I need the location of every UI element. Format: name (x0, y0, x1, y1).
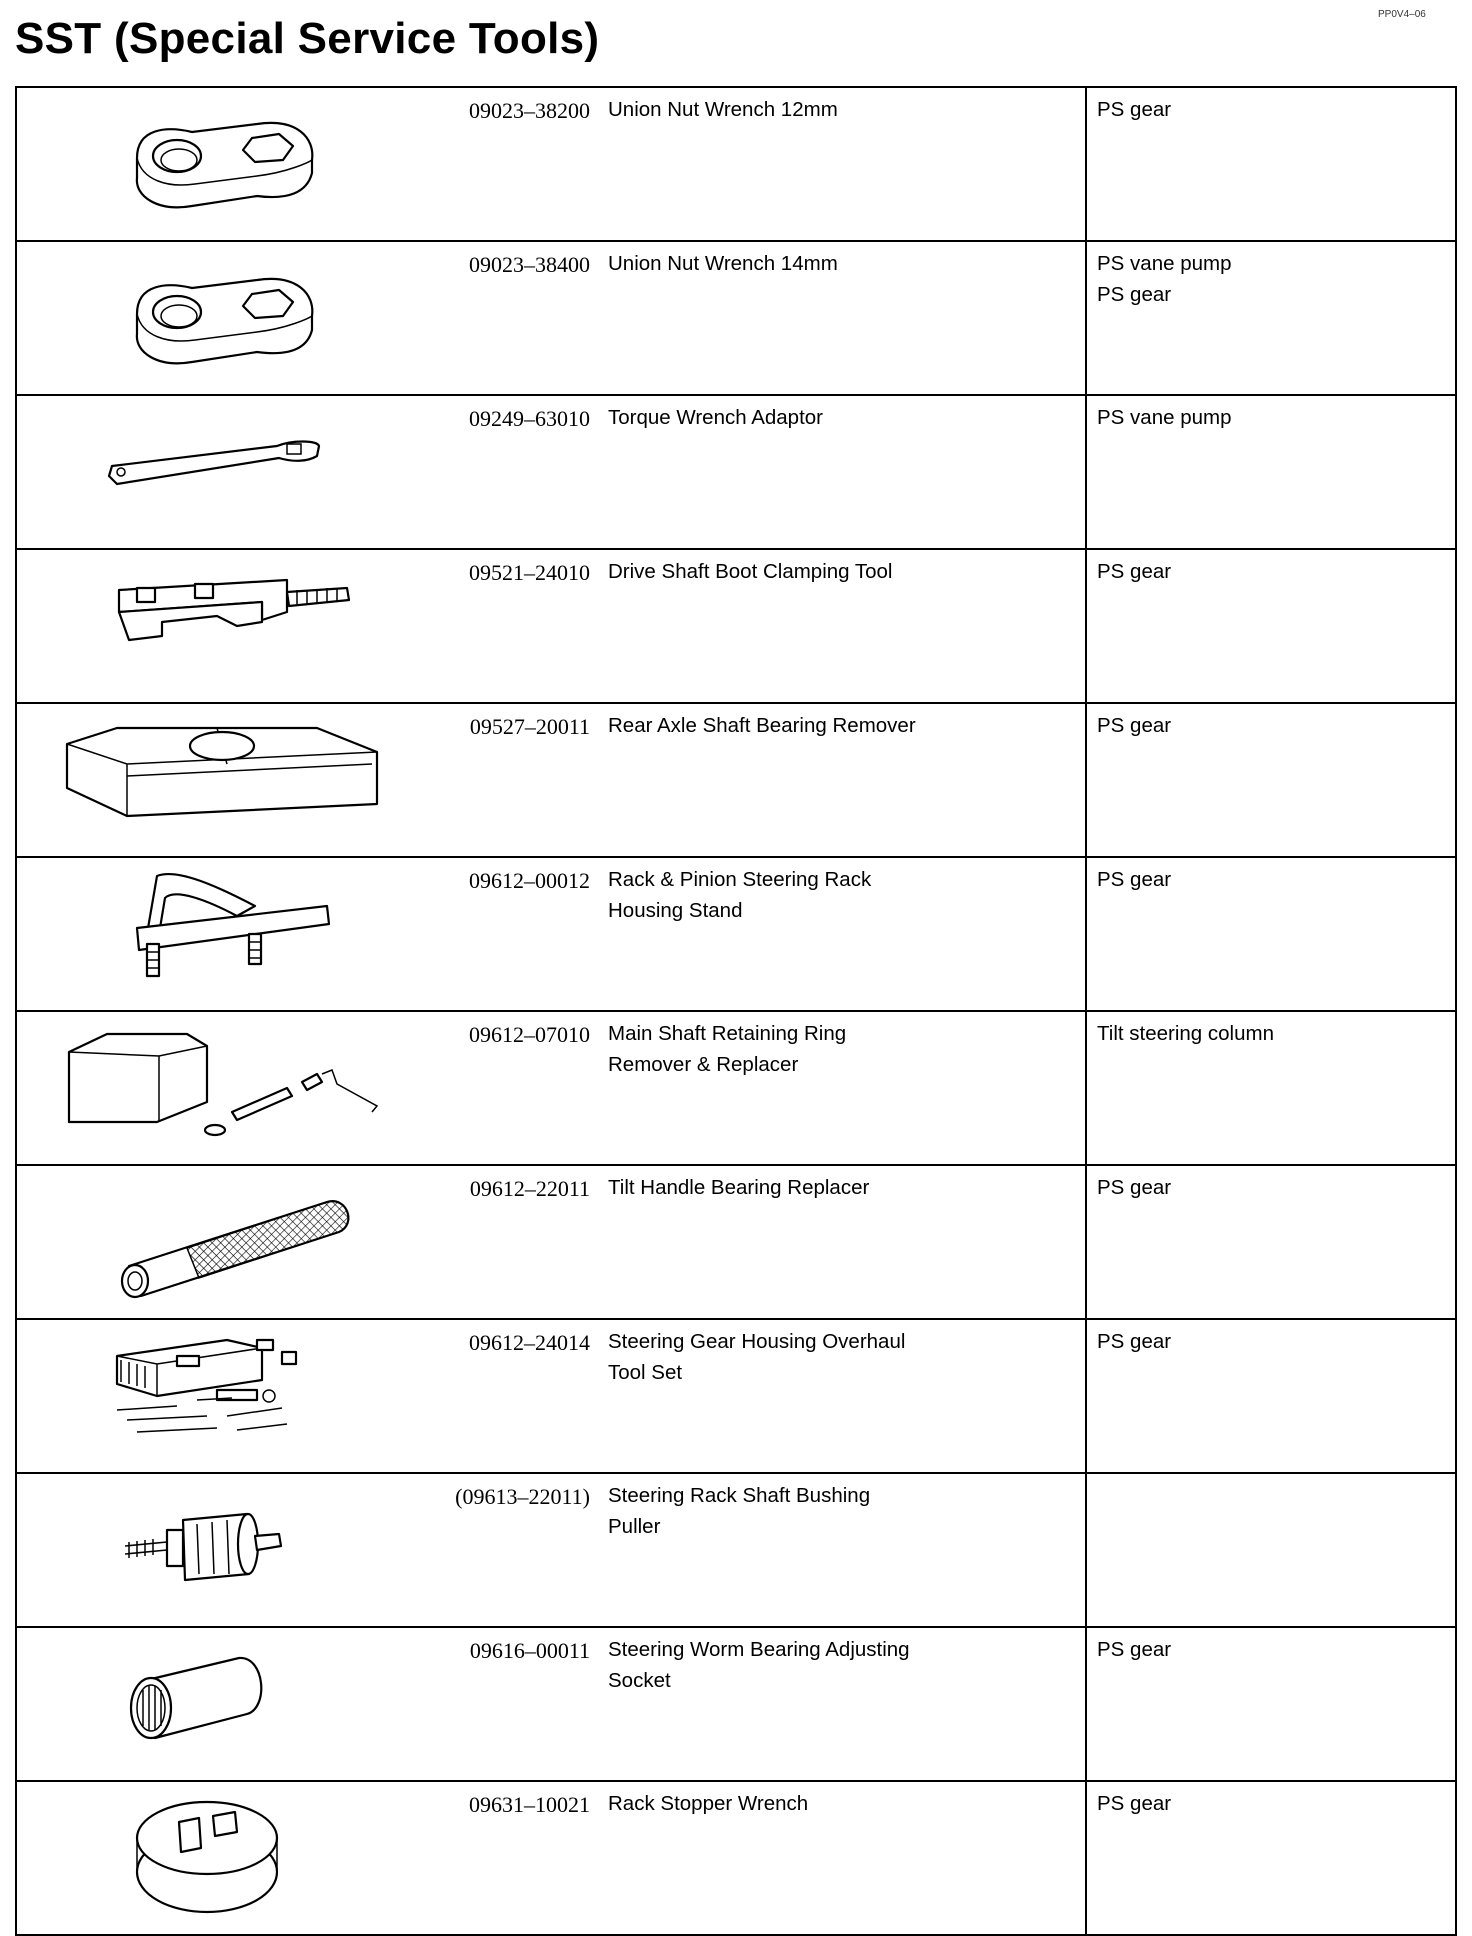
tool-usage (1086, 1319, 1456, 1473)
document-code: PP0V4–06 (1378, 9, 1426, 20)
tool-name-line: Housing Stand (608, 899, 743, 922)
tool-name (608, 1627, 1086, 1781)
tool-usage-line: PS vane pump (1097, 406, 1232, 429)
tool-usage (1086, 1473, 1456, 1627)
tool-row (16, 549, 1456, 703)
tool-row (16, 241, 1456, 395)
tool-name (608, 241, 1086, 395)
part-number: 09527–20011 (428, 703, 608, 857)
tool-usage-line: PS gear (1097, 1330, 1172, 1353)
tool-usage (1086, 1781, 1456, 1935)
union-nut-wrench-14mm-illustration (16, 241, 428, 395)
tool-row (16, 1165, 1456, 1319)
torque-wrench-adaptor-illustration (16, 395, 428, 549)
tool-row (16, 857, 1456, 1011)
tool-name-line: Steering Rack Shaft Bushing (608, 1484, 871, 1507)
part-number: 09612–00012 (428, 857, 608, 1011)
tool-name-line: Drive Shaft Boot Clamping Tool (608, 560, 893, 583)
tool-usage (1086, 395, 1456, 549)
tool-usage-line: PS gear (1097, 560, 1172, 583)
overhaul-tool-set-illustration (16, 1319, 428, 1473)
tool-usage-line: PS gear (1097, 283, 1172, 306)
tool-name-line: Rear Axle Shaft Bearing Remover (608, 714, 916, 737)
tool-name-line: Main Shaft Retaining Ring (608, 1022, 847, 1045)
tool-name-line: Steering Gear Housing Overhaul (608, 1330, 906, 1353)
tool-usage-line: PS gear (1097, 868, 1172, 891)
tool-name (608, 1011, 1086, 1165)
tool-name (608, 1319, 1086, 1473)
tool-name-line: Union Nut Wrench 12mm (608, 98, 838, 121)
tool-usage (1086, 1165, 1456, 1319)
part-number: 09631–10021 (428, 1781, 608, 1935)
tool-usage-line: Tilt steering column (1097, 1022, 1274, 1045)
tool-usage (1086, 241, 1456, 395)
tool-name (608, 1473, 1086, 1627)
tool-usage (1086, 87, 1456, 241)
tool-name (608, 87, 1086, 241)
part-number: 09612–22011 (428, 1165, 608, 1319)
tool-usage-line: PS vane pump (1097, 252, 1232, 275)
page-title: SST (Special Service Tools) (15, 14, 600, 63)
tool-name-line: Tool Set (608, 1361, 683, 1384)
tool-usage (1086, 703, 1456, 857)
tool-usage (1086, 1627, 1456, 1781)
bearing-remover-illustration (16, 703, 428, 857)
tool-name (608, 1165, 1086, 1319)
part-number: (09613–22011) (428, 1473, 608, 1627)
tool-usage-line: PS gear (1097, 1176, 1172, 1199)
tool-usage-line: PS gear (1097, 1638, 1172, 1661)
tool-usage (1086, 857, 1456, 1011)
tool-row (16, 703, 1456, 857)
part-number: 09249–63010 (428, 395, 608, 549)
tool-row (16, 395, 1456, 549)
part-number: 09023–38400 (428, 241, 608, 395)
tool-usage (1086, 1011, 1456, 1165)
adjusting-socket-illustration (16, 1627, 428, 1781)
union-nut-wrench-12mm-illustration (16, 87, 428, 241)
tool-name (608, 395, 1086, 549)
rack-stopper-wrench-illustration (16, 1781, 428, 1935)
tool-name-line: Torque Wrench Adaptor (608, 406, 823, 429)
tool-row (16, 1781, 1456, 1935)
tool-row (16, 1627, 1456, 1781)
tool-name (608, 857, 1086, 1011)
tool-name-line: Union Nut Wrench 14mm (608, 252, 838, 275)
retaining-ring-tool-illustration (16, 1011, 428, 1165)
part-number: 09612–07010 (428, 1011, 608, 1165)
housing-stand-illustration (16, 857, 428, 1011)
tool-name-line: Tilt Handle Bearing Replacer (608, 1176, 870, 1199)
tool-usage-line: PS gear (1097, 98, 1172, 121)
tool-name-line: Rack & Pinion Steering Rack (608, 868, 872, 891)
tool-name-line: Rack Stopper Wrench (608, 1792, 809, 1815)
tool-usage-line: PS gear (1097, 1792, 1172, 1815)
bearing-replacer-illustration (16, 1165, 428, 1319)
tool-name-line: Remover & Replacer (608, 1053, 799, 1076)
part-number: 09023–38200 (428, 87, 608, 241)
sst-table (15, 86, 1457, 1936)
tool-row (16, 1473, 1456, 1627)
bushing-puller-illustration (16, 1473, 428, 1627)
part-number: 09521–24010 (428, 549, 608, 703)
tool-row (16, 87, 1456, 241)
tool-row (16, 1319, 1456, 1473)
tool-name-line: Puller (608, 1515, 661, 1538)
boot-clamping-tool-illustration (16, 549, 428, 703)
part-number: 09612–24014 (428, 1319, 608, 1473)
part-number: 09616–00011 (428, 1627, 608, 1781)
tool-usage-line: PS gear (1097, 714, 1172, 737)
tool-row (16, 1011, 1456, 1165)
tool-name (608, 549, 1086, 703)
tool-usage (1086, 549, 1456, 703)
tool-name-line: Socket (608, 1669, 671, 1692)
tool-name (608, 1781, 1086, 1935)
tool-name-line: Steering Worm Bearing Adjusting (608, 1638, 910, 1661)
tool-name (608, 703, 1086, 857)
